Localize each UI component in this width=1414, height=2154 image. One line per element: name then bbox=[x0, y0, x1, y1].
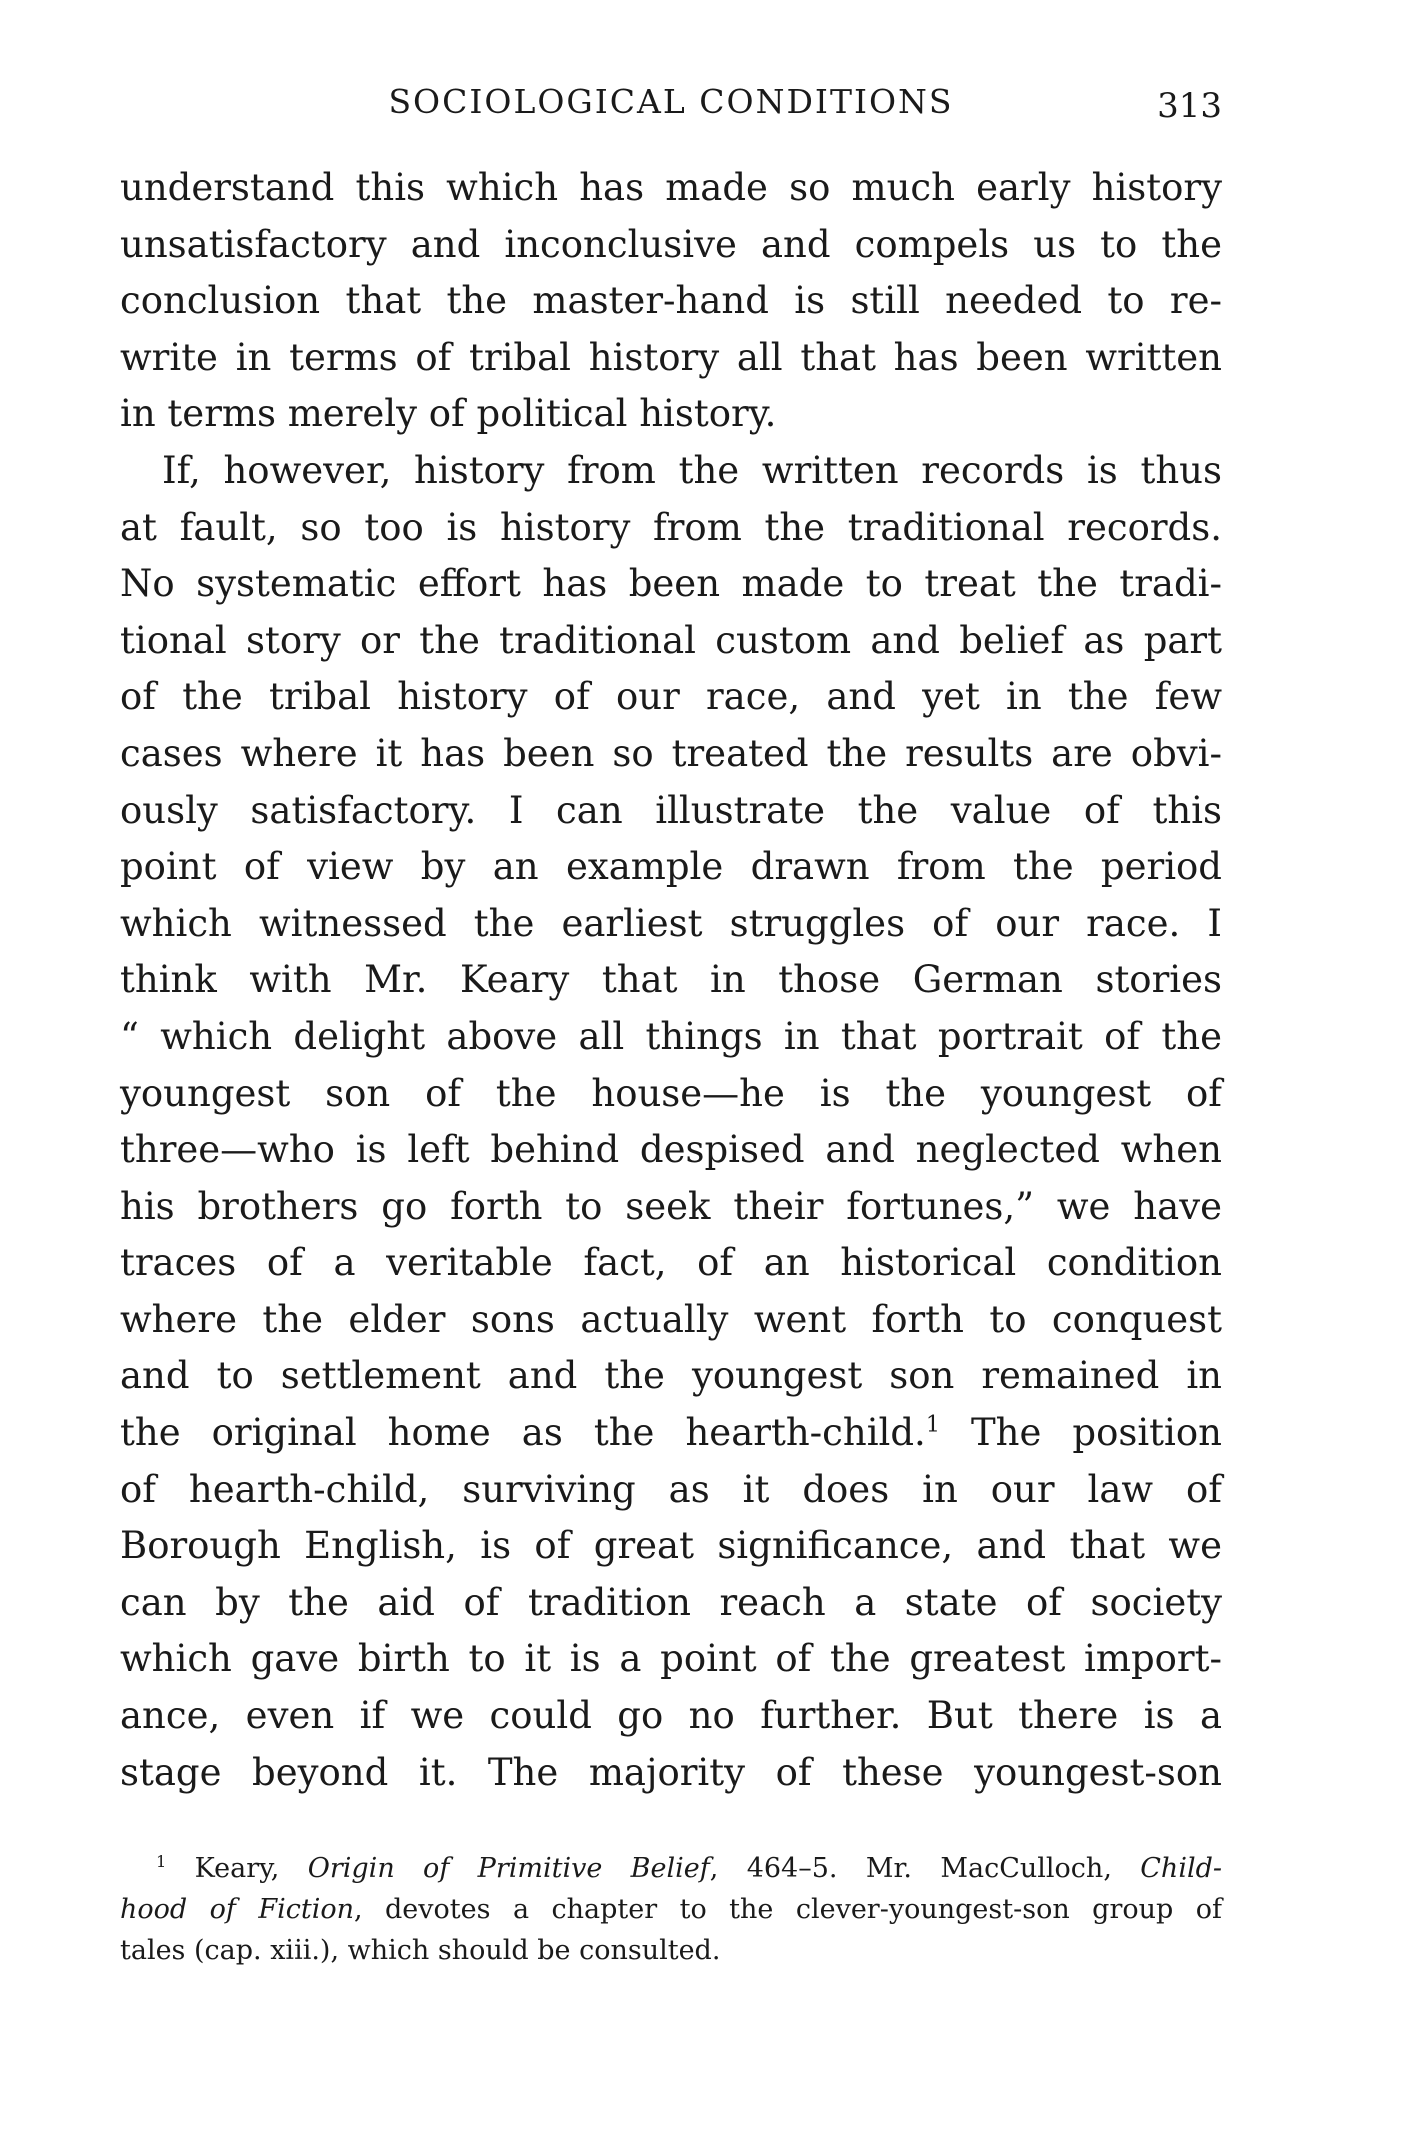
line-text: three—who is left behind despised and neglected when bbox=[120, 1128, 1222, 1172]
line-text: cases where it has been so treated the results are obvi- bbox=[120, 731, 1222, 775]
line-text: think with Mr. Keary that in those German stories bbox=[120, 958, 1222, 1002]
footnote-text: , devotes a chapter to the clever-youngest-son group of bbox=[353, 1894, 1222, 1925]
footnote-text: Keary, bbox=[166, 1853, 308, 1884]
line-text: tional story or the traditional custom and belief as part bbox=[120, 618, 1222, 662]
line-text: Borough English, is of great significance, and that we bbox=[120, 1524, 1222, 1568]
text-line bbox=[120, 1066, 1222, 1123]
line-text: youngest son of the house—he is the youngest of bbox=[120, 1071, 1222, 1115]
line-text: understand this which has made so much early history bbox=[120, 166, 1222, 209]
text-line bbox=[120, 726, 1222, 783]
text-line bbox=[120, 1292, 1222, 1349]
text-line bbox=[120, 500, 1222, 557]
line-text: can by the aid of tradition reach a state of society bbox=[120, 1580, 1222, 1624]
line-text: and to settlement and the youngest son remained in bbox=[120, 1354, 1222, 1398]
text-line bbox=[120, 1462, 1222, 1519]
line-text: No systematic effort has been made to treat the tradi- bbox=[120, 562, 1222, 606]
line-text: which witnessed the earliest struggles of our race. I bbox=[120, 901, 1222, 945]
line-text: traces of a veritable fact, of an historical condition bbox=[120, 1241, 1222, 1285]
text-line bbox=[120, 1122, 1222, 1179]
text-line bbox=[120, 330, 1222, 387]
line-text: at fault, so too is history from the traditional records. bbox=[120, 505, 1222, 549]
text-line bbox=[120, 1405, 1222, 1462]
page-header bbox=[120, 82, 1222, 132]
line-text: unsatisfactory and inconclusive and compels us to the bbox=[120, 222, 1222, 266]
text-line bbox=[120, 1179, 1222, 1236]
text-line bbox=[120, 1518, 1222, 1575]
line-text: in terms merely of political history. bbox=[120, 392, 777, 436]
line-text: ance, even if we could go no further. But there is a bbox=[120, 1694, 1222, 1738]
line-text: The position bbox=[939, 1411, 1222, 1455]
text-line bbox=[120, 952, 1222, 1009]
text-line bbox=[120, 160, 1222, 217]
page-number: 313 bbox=[1157, 86, 1222, 126]
footnote-marker: 1 bbox=[156, 1852, 167, 1871]
text-line bbox=[120, 839, 1222, 896]
text-line bbox=[120, 669, 1222, 726]
footnote-reference: 1 bbox=[925, 1411, 940, 1438]
line-text: his brothers go forth to seek their fortunes,” we have bbox=[120, 1184, 1222, 1228]
line-text: of the tribal history of our race, and yet in the few bbox=[120, 675, 1222, 719]
body-text bbox=[120, 160, 1222, 1801]
text-line bbox=[120, 1348, 1222, 1405]
footnote-line bbox=[120, 1930, 1222, 1971]
line-text: the original home as the hearth-child. bbox=[120, 1411, 926, 1455]
line-text: write in terms of tribal history all that has been written bbox=[120, 335, 1222, 379]
text-line bbox=[120, 1631, 1222, 1688]
line-text: ously satisfactory. I can illustrate the value of this bbox=[120, 788, 1222, 832]
text-line bbox=[120, 1688, 1222, 1745]
footnote-line bbox=[120, 1848, 1222, 1889]
text-line bbox=[120, 443, 1222, 500]
footnote-title: Child- bbox=[1140, 1853, 1222, 1884]
line-text: conclusion that the master-hand is still needed to re- bbox=[120, 279, 1222, 323]
footnote-line bbox=[120, 1889, 1222, 1930]
line-text: If, however, history from the written records is thus bbox=[162, 448, 1222, 492]
footnote-title: Origin of Primitive Belief bbox=[307, 1853, 710, 1884]
text-line bbox=[120, 613, 1222, 670]
running-title: SOCIOLOGICAL CONDITIONS bbox=[388, 82, 954, 121]
line-text: stage beyond it. The majority of these youngest-son bbox=[120, 1750, 1222, 1794]
text-line bbox=[120, 386, 1222, 443]
line-text: which gave birth to it is a point of the greatest import- bbox=[120, 1637, 1222, 1681]
text-line bbox=[120, 273, 1222, 330]
line-text: where the elder sons actually went forth to conquest bbox=[120, 1297, 1222, 1341]
text-line bbox=[120, 556, 1222, 613]
text-line bbox=[120, 1745, 1222, 1802]
text-line bbox=[120, 1009, 1222, 1066]
text-line bbox=[120, 783, 1222, 840]
line-text: point of view by an example drawn from the period bbox=[120, 845, 1222, 889]
footnote-text: tales (cap. xiii.), which should be consulted. bbox=[120, 1935, 721, 1966]
line-text: of hearth-child, surviving as it does in our law of bbox=[120, 1467, 1222, 1511]
footnote-title: hood of Fiction bbox=[120, 1894, 354, 1925]
text-line bbox=[120, 1235, 1222, 1292]
text-line bbox=[120, 217, 1222, 274]
text-line bbox=[120, 896, 1222, 953]
line-text: “ which delight above all things in that portrait of the bbox=[120, 1014, 1222, 1058]
footnote-text: , 464–5. Mr. MacCulloch, bbox=[709, 1853, 1141, 1884]
text-line bbox=[120, 1575, 1222, 1632]
footnotes bbox=[120, 1848, 1222, 1971]
